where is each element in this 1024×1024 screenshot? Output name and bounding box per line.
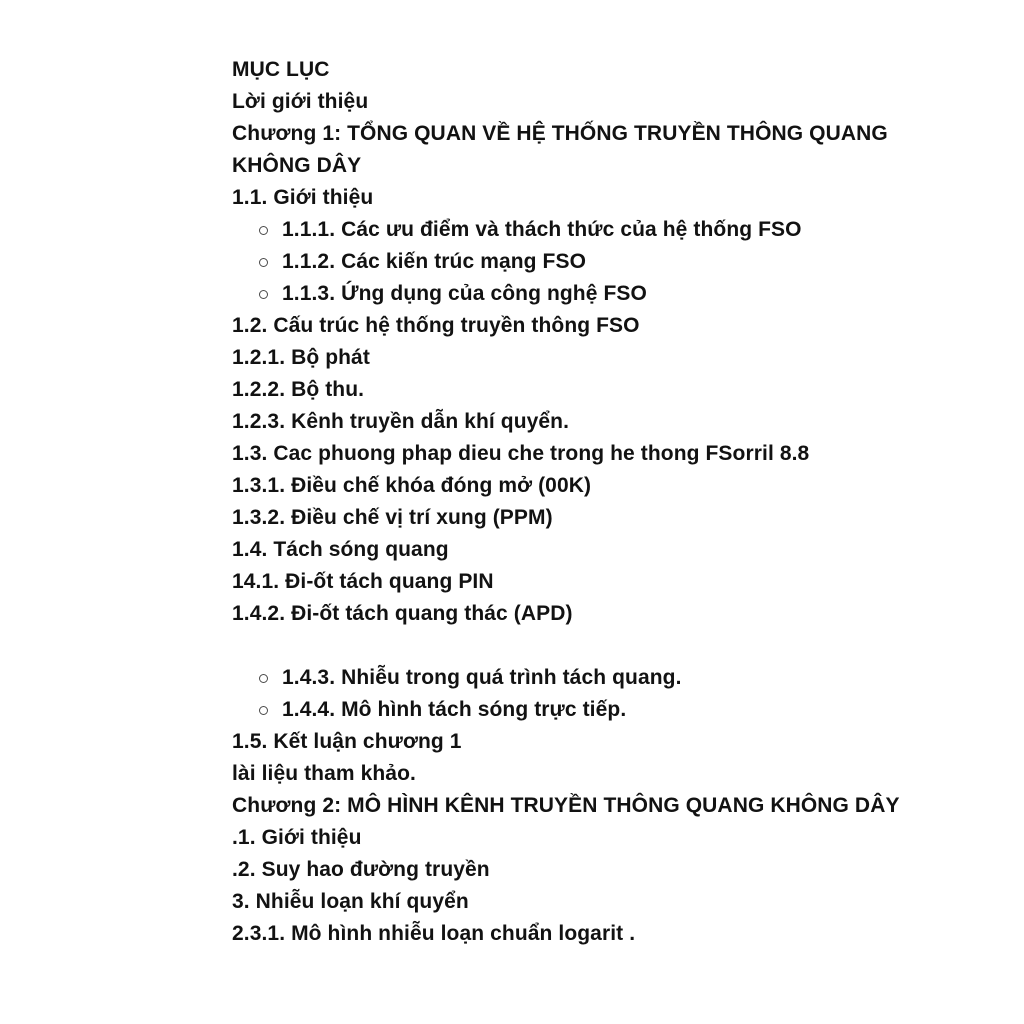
- toc-line: [232, 342, 984, 374]
- toc-line-text: 1.1.2. Các kiến trúc mạng FSO: [282, 250, 587, 273]
- toc-line-text: Chương 2: MÔ HÌNH KÊNH TRUYỀN THÔNG QUANG KHÔNG DÂY: [232, 794, 900, 817]
- toc-line-text: 2.3.1. Mô hình nhiễu loạn chuẩn logarit .: [232, 922, 636, 945]
- circle-bullet-icon: [259, 258, 268, 267]
- toc-line: [232, 118, 984, 150]
- toc-line-text: 1.2.1. Bộ phát: [232, 346, 370, 369]
- toc-line: [232, 790, 984, 822]
- circle-bullet-icon: [259, 706, 268, 715]
- toc-line-text: Chương 1: TỔNG QUAN VỀ HỆ THỐNG TRUYỀN THÔNG QUANG: [232, 122, 888, 145]
- circle-bullet-icon: [259, 674, 268, 683]
- toc-line-text: MỤC LỤC: [232, 58, 330, 81]
- toc-line-text: 1.3. Cac phuong phap dieu che trong he thong FSorril 8.8: [232, 442, 810, 465]
- toc-line: [232, 854, 984, 886]
- toc-line: [232, 150, 984, 182]
- toc-line-text: KHÔNG DÂY: [232, 154, 362, 177]
- toc-line-text: 1.4.3. Nhiễu trong quá trình tách quang.: [282, 666, 682, 689]
- circle-bullet-icon: [259, 226, 268, 235]
- toc-line: [232, 694, 984, 726]
- toc-line-text: 1.1.3. Ứng dụng của công nghệ FSO: [282, 282, 647, 305]
- toc-line-text: 1.1. Giới thiệu: [232, 186, 374, 209]
- toc-title: [232, 54, 984, 86]
- toc-line-text: 14.1. Đi-ốt tách quang PIN: [232, 570, 494, 593]
- toc-line: [232, 310, 984, 342]
- toc-line-text: 1.1.1. Các ưu điểm và thách thức của hệ thống FSO: [282, 218, 802, 241]
- toc-line-text: 1.5. Kết luận chương 1: [232, 730, 462, 753]
- toc-line-text: 1.2.3. Kênh truyền dẫn khí quyển.: [232, 410, 570, 433]
- toc-list: [232, 54, 984, 950]
- toc-line: [232, 470, 984, 502]
- toc-line: [232, 566, 984, 598]
- toc-line-text: 3. Nhiễu loạn khí quyển: [232, 890, 469, 913]
- toc-line: [232, 246, 984, 278]
- toc-line: [232, 662, 984, 694]
- blank-line: [232, 630, 984, 662]
- toc-line-text: Lời giới thiệu: [232, 90, 369, 113]
- toc-line-text: lài liệu tham khảo.: [232, 762, 416, 785]
- toc-line: [232, 86, 984, 118]
- toc-line-text: .1. Giới thiệu: [232, 826, 362, 849]
- toc-line: [232, 374, 984, 406]
- toc-line: [232, 214, 984, 246]
- toc-line-text: 1.4.2. Đi-ốt tách quang thác (APD): [232, 602, 573, 625]
- toc-line: [232, 758, 984, 790]
- toc-line-text: 1.2.2. Bộ thu.: [232, 378, 365, 401]
- toc-line: [232, 278, 984, 310]
- toc-line: [232, 918, 984, 950]
- toc-line-text: 1.3.2. Điều chế vị trí xung (PPM): [232, 506, 553, 529]
- toc-line: [232, 182, 984, 214]
- toc-line: [232, 886, 984, 918]
- toc-line-text: 1.4. Tách sóng quang: [232, 538, 449, 561]
- circle-bullet-icon: [259, 290, 268, 299]
- toc-line: [232, 406, 984, 438]
- toc-line: [232, 438, 984, 470]
- toc-line-text: 1.4.4. Mô hình tách sóng trực tiếp.: [282, 698, 627, 721]
- toc-line: [232, 534, 984, 566]
- toc-line: [232, 822, 984, 854]
- toc-line: [232, 598, 984, 630]
- toc-line-text: .2. Suy hao đường truyền: [232, 858, 490, 881]
- toc-line-text: 1.3.1. Điều chế khóa đóng mở (00K): [232, 474, 592, 497]
- toc-line-text: 1.2. Cấu trúc hệ thống truyền thông FSO: [232, 314, 640, 337]
- toc-line: [232, 726, 984, 758]
- toc-line: [232, 502, 984, 534]
